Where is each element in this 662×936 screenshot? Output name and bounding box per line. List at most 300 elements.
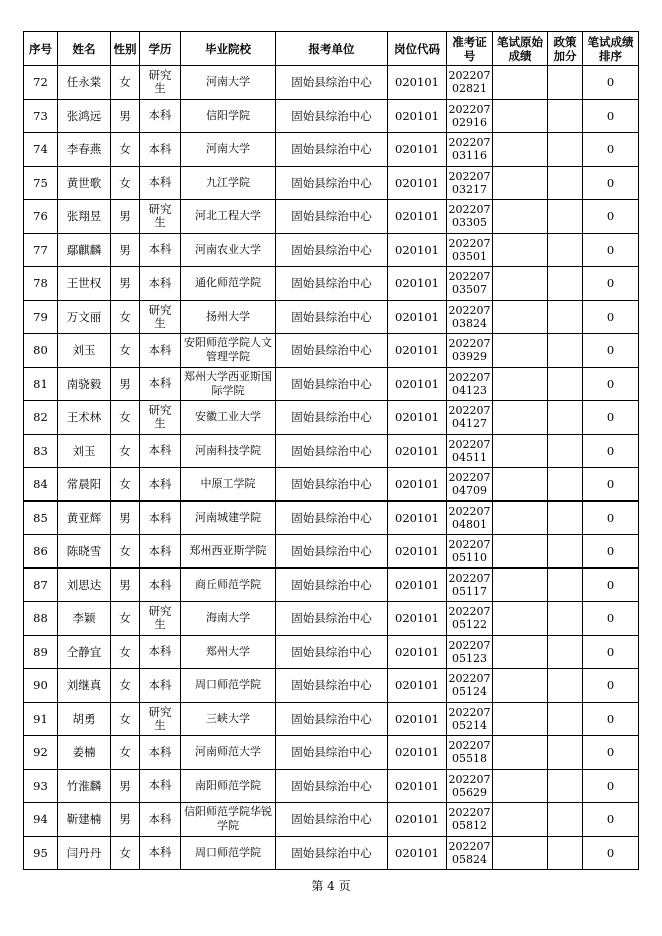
cell-school: 商丘师范学院 — [181, 568, 276, 602]
cell-unit: 固始县综治中心 — [276, 334, 388, 368]
cell-name: 刘思达 — [58, 568, 111, 602]
cell-position-code: 020101 — [388, 669, 447, 703]
cell-gender: 女 — [111, 702, 140, 736]
cell-gender: 女 — [111, 334, 140, 368]
cell-no: 92 — [24, 736, 58, 770]
table-row — [24, 367, 639, 401]
header-name: 姓名 — [58, 32, 111, 66]
cell-unit: 固始县综治中心 — [276, 300, 388, 334]
cell-education: 研究 生 — [140, 200, 181, 234]
cell-rank: 0 — [583, 200, 639, 234]
cell-no: 95 — [24, 836, 58, 870]
cell-education: 本科 — [140, 535, 181, 569]
cell-ticket-no: 202207 03501 — [447, 233, 493, 267]
cell-school: 郑州西亚斯学院 — [181, 535, 276, 569]
cell-rank: 0 — [583, 568, 639, 602]
cell-no: 88 — [24, 602, 58, 636]
cell-rank: 0 — [583, 133, 639, 167]
cell-unit: 固始县综治中心 — [276, 702, 388, 736]
cell-unit: 固始县综治中心 — [276, 468, 388, 502]
cell-position-code: 020101 — [388, 568, 447, 602]
header-gender: 性别 — [111, 32, 140, 66]
cell-rank: 0 — [583, 635, 639, 669]
cell-name: 胡勇 — [58, 702, 111, 736]
table-row — [24, 200, 639, 234]
header-rank: 笔试成绩排序 — [583, 32, 639, 66]
cell-name: 陈晓雪 — [58, 535, 111, 569]
cell-school: 河北工程大学 — [181, 200, 276, 234]
cell-rank: 0 — [583, 803, 639, 837]
cell-position-code: 020101 — [388, 166, 447, 200]
cell-no: 86 — [24, 535, 58, 569]
cell-ticket-no: 202207 04511 — [447, 434, 493, 468]
cell-no: 89 — [24, 635, 58, 669]
cell-rank: 0 — [583, 736, 639, 770]
cell-rank: 0 — [583, 836, 639, 870]
cell-gender: 女 — [111, 133, 140, 167]
table-row — [24, 535, 639, 569]
cell-unit: 固始县综治中心 — [276, 66, 388, 100]
cell-unit: 固始县综治中心 — [276, 635, 388, 669]
cell-education: 本科 — [140, 736, 181, 770]
cell-raw-score — [493, 166, 548, 200]
cell-no: 93 — [24, 769, 58, 803]
cell-policy-bonus — [548, 602, 583, 636]
cell-gender: 男 — [111, 200, 140, 234]
cell-policy-bonus — [548, 736, 583, 770]
cell-position-code: 020101 — [388, 233, 447, 267]
cell-no: 94 — [24, 803, 58, 837]
cell-no: 79 — [24, 300, 58, 334]
cell-name: 靳建楠 — [58, 803, 111, 837]
cell-raw-score — [493, 401, 548, 435]
table-row — [24, 602, 639, 636]
cell-policy-bonus — [548, 66, 583, 100]
cell-position-code: 020101 — [388, 334, 447, 368]
cell-unit: 固始县综治中心 — [276, 133, 388, 167]
cell-unit: 固始县综治中心 — [276, 736, 388, 770]
cell-school: 河南农业大学 — [181, 233, 276, 267]
cell-school: 河南大学 — [181, 133, 276, 167]
cell-education: 本科 — [140, 836, 181, 870]
cell-policy-bonus — [548, 434, 583, 468]
cell-name: 常晨阳 — [58, 468, 111, 502]
cell-no: 76 — [24, 200, 58, 234]
cell-raw-score — [493, 535, 548, 569]
cell-raw-score — [493, 501, 548, 535]
results-table — [23, 31, 639, 870]
cell-name: 万文丽 — [58, 300, 111, 334]
cell-gender: 男 — [111, 233, 140, 267]
cell-position-code: 020101 — [388, 803, 447, 837]
cell-gender: 男 — [111, 267, 140, 301]
header-policy-bonus: 政策加分 — [548, 32, 583, 66]
cell-ticket-no: 202207 04709 — [447, 468, 493, 502]
cell-education: 研究 生 — [140, 401, 181, 435]
table-row — [24, 669, 639, 703]
cell-gender: 女 — [111, 602, 140, 636]
cell-raw-score — [493, 66, 548, 100]
cell-education: 本科 — [140, 434, 181, 468]
cell-name: 仝静宜 — [58, 635, 111, 669]
cell-rank: 0 — [583, 669, 639, 703]
cell-rank: 0 — [583, 468, 639, 502]
cell-policy-bonus — [548, 267, 583, 301]
cell-name: 黄亚辉 — [58, 501, 111, 535]
cell-school: 安阳师范学院人文管理学院 — [181, 334, 276, 368]
table-row — [24, 99, 639, 133]
cell-ticket-no: 202207 05812 — [447, 803, 493, 837]
cell-school: 三峡大学 — [181, 702, 276, 736]
cell-policy-bonus — [548, 166, 583, 200]
cell-gender: 女 — [111, 66, 140, 100]
cell-school: 郑州大学西亚斯国际学院 — [181, 367, 276, 401]
cell-gender: 男 — [111, 568, 140, 602]
cell-school: 周口师范学院 — [181, 669, 276, 703]
cell-no: 85 — [24, 501, 58, 535]
cell-name: 姜楠 — [58, 736, 111, 770]
cell-policy-bonus — [548, 334, 583, 368]
table-row — [24, 66, 639, 100]
cell-name: 任永棠 — [58, 66, 111, 100]
table-row — [24, 568, 639, 602]
cell-raw-score — [493, 602, 548, 636]
cell-policy-bonus — [548, 99, 583, 133]
cell-school: 信阳师范学院华锐学院 — [181, 803, 276, 837]
cell-rank: 0 — [583, 702, 639, 736]
cell-raw-score — [493, 367, 548, 401]
cell-education: 本科 — [140, 568, 181, 602]
cell-position-code: 020101 — [388, 635, 447, 669]
cell-gender: 女 — [111, 669, 140, 703]
cell-raw-score — [493, 200, 548, 234]
table-row — [24, 434, 639, 468]
cell-name: 李颖 — [58, 602, 111, 636]
cell-gender: 女 — [111, 836, 140, 870]
cell-rank: 0 — [583, 401, 639, 435]
cell-unit: 固始县综治中心 — [276, 267, 388, 301]
header-position-code: 岗位代码 — [388, 32, 447, 66]
cell-education: 本科 — [140, 267, 181, 301]
cell-position-code: 020101 — [388, 367, 447, 401]
cell-ticket-no: 202207 05122 — [447, 602, 493, 636]
cell-name: 刘继真 — [58, 669, 111, 703]
cell-school: 九江学院 — [181, 166, 276, 200]
cell-position-code: 020101 — [388, 736, 447, 770]
cell-raw-score — [493, 769, 548, 803]
cell-raw-score — [493, 300, 548, 334]
table-row — [24, 233, 639, 267]
cell-name: 竹淮麟 — [58, 769, 111, 803]
cell-name: 王术林 — [58, 401, 111, 435]
cell-unit: 固始县综治中心 — [276, 501, 388, 535]
cell-gender: 女 — [111, 401, 140, 435]
cell-rank: 0 — [583, 233, 639, 267]
cell-unit: 固始县综治中心 — [276, 602, 388, 636]
cell-rank: 0 — [583, 602, 639, 636]
cell-ticket-no: 202207 05824 — [447, 836, 493, 870]
cell-education: 本科 — [140, 468, 181, 502]
header-school: 毕业院校 — [181, 32, 276, 66]
cell-position-code: 020101 — [388, 535, 447, 569]
cell-policy-bonus — [548, 535, 583, 569]
cell-education: 本科 — [140, 233, 181, 267]
cell-raw-score — [493, 133, 548, 167]
cell-ticket-no: 202207 05124 — [447, 669, 493, 703]
cell-school: 海南大学 — [181, 602, 276, 636]
cell-school: 河南大学 — [181, 66, 276, 100]
cell-rank: 0 — [583, 769, 639, 803]
cell-raw-score — [493, 99, 548, 133]
cell-education: 本科 — [140, 501, 181, 535]
cell-raw-score — [493, 803, 548, 837]
cell-policy-bonus — [548, 401, 583, 435]
cell-raw-score — [493, 736, 548, 770]
cell-policy-bonus — [548, 501, 583, 535]
cell-education: 研究 生 — [140, 66, 181, 100]
cell-education: 本科 — [140, 334, 181, 368]
cell-name: 闫丹丹 — [58, 836, 111, 870]
cell-school: 通化师范学院 — [181, 267, 276, 301]
table-body — [24, 66, 639, 870]
cell-raw-score — [493, 568, 548, 602]
table-row — [24, 769, 639, 803]
cell-school: 河南师范大学 — [181, 736, 276, 770]
cell-ticket-no: 202207 05117 — [447, 568, 493, 602]
cell-no: 72 — [24, 66, 58, 100]
cell-raw-score — [493, 267, 548, 301]
cell-policy-bonus — [548, 836, 583, 870]
cell-position-code: 020101 — [388, 468, 447, 502]
cell-school: 郑州大学 — [181, 635, 276, 669]
cell-school: 周口师范学院 — [181, 836, 276, 870]
cell-ticket-no: 202207 05629 — [447, 769, 493, 803]
cell-raw-score — [493, 702, 548, 736]
cell-ticket-no: 202207 05214 — [447, 702, 493, 736]
cell-unit: 固始县综治中心 — [276, 535, 388, 569]
cell-gender: 女 — [111, 736, 140, 770]
cell-name: 刘玉 — [58, 334, 111, 368]
table-row — [24, 300, 639, 334]
cell-gender: 女 — [111, 635, 140, 669]
header-unit: 报考单位 — [276, 32, 388, 66]
cell-education: 研究 生 — [140, 602, 181, 636]
cell-no: 75 — [24, 166, 58, 200]
cell-position-code: 020101 — [388, 501, 447, 535]
cell-no: 77 — [24, 233, 58, 267]
cell-policy-bonus — [548, 468, 583, 502]
cell-unit: 固始县综治中心 — [276, 401, 388, 435]
cell-unit: 固始县综治中心 — [276, 367, 388, 401]
cell-name: 刘玉 — [58, 434, 111, 468]
cell-rank: 0 — [583, 300, 639, 334]
cell-education: 本科 — [140, 803, 181, 837]
cell-no: 83 — [24, 434, 58, 468]
cell-name: 南骁毅 — [58, 367, 111, 401]
cell-gender: 男 — [111, 501, 140, 535]
cell-ticket-no: 202207 04801 — [447, 501, 493, 535]
page-footer: 第 4 页 — [311, 879, 351, 893]
table-row — [24, 803, 639, 837]
cell-unit: 固始县综治中心 — [276, 166, 388, 200]
cell-no: 80 — [24, 334, 58, 368]
cell-raw-score — [493, 434, 548, 468]
cell-position-code: 020101 — [388, 66, 447, 100]
cell-unit: 固始县综治中心 — [276, 99, 388, 133]
cell-raw-score — [493, 334, 548, 368]
table-row — [24, 635, 639, 669]
cell-education: 本科 — [140, 367, 181, 401]
cell-ticket-no: 202207 05518 — [447, 736, 493, 770]
cell-school: 南阳师范学院 — [181, 769, 276, 803]
table-row — [24, 166, 639, 200]
cell-ticket-no: 202207 05110 — [447, 535, 493, 569]
cell-education: 本科 — [140, 166, 181, 200]
cell-unit: 固始县综治中心 — [276, 200, 388, 234]
cell-gender: 女 — [111, 468, 140, 502]
table-header-row — [24, 32, 639, 66]
table-row — [24, 836, 639, 870]
table-row — [24, 736, 639, 770]
cell-rank: 0 — [583, 535, 639, 569]
cell-education: 本科 — [140, 133, 181, 167]
cell-education: 本科 — [140, 769, 181, 803]
cell-unit: 固始县综治中心 — [276, 434, 388, 468]
cell-unit: 固始县综治中心 — [276, 836, 388, 870]
cell-education: 本科 — [140, 669, 181, 703]
cell-rank: 0 — [583, 334, 639, 368]
cell-no: 73 — [24, 99, 58, 133]
cell-ticket-no: 202207 03116 — [447, 133, 493, 167]
cell-school: 河南科技学院 — [181, 434, 276, 468]
cell-position-code: 020101 — [388, 99, 447, 133]
cell-no: 74 — [24, 133, 58, 167]
cell-school: 河南城建学院 — [181, 501, 276, 535]
cell-name: 李春燕 — [58, 133, 111, 167]
cell-unit: 固始县综治中心 — [276, 769, 388, 803]
cell-ticket-no: 202207 02821 — [447, 66, 493, 100]
cell-unit: 固始县综治中心 — [276, 803, 388, 837]
cell-position-code: 020101 — [388, 267, 447, 301]
cell-ticket-no: 202207 03217 — [447, 166, 493, 200]
cell-ticket-no: 202207 05123 — [447, 635, 493, 669]
cell-position-code: 020101 — [388, 602, 447, 636]
table-row — [24, 133, 639, 167]
cell-ticket-no: 202207 03507 — [447, 267, 493, 301]
cell-policy-bonus — [548, 367, 583, 401]
cell-gender: 女 — [111, 535, 140, 569]
cell-education: 本科 — [140, 99, 181, 133]
cell-raw-score — [493, 635, 548, 669]
cell-raw-score — [493, 233, 548, 267]
cell-rank: 0 — [583, 501, 639, 535]
cell-position-code: 020101 — [388, 401, 447, 435]
cell-policy-bonus — [548, 200, 583, 234]
cell-rank: 0 — [583, 434, 639, 468]
cell-policy-bonus — [548, 702, 583, 736]
cell-gender: 女 — [111, 166, 140, 200]
cell-position-code: 020101 — [388, 200, 447, 234]
cell-position-code: 020101 — [388, 300, 447, 334]
header-ticket-no: 准考证号 — [447, 32, 493, 66]
cell-education: 研究 生 — [140, 702, 181, 736]
cell-policy-bonus — [548, 233, 583, 267]
cell-policy-bonus — [548, 133, 583, 167]
cell-policy-bonus — [548, 568, 583, 602]
cell-gender: 男 — [111, 803, 140, 837]
table-row — [24, 267, 639, 301]
cell-rank: 0 — [583, 267, 639, 301]
cell-name: 王世权 — [58, 267, 111, 301]
cell-rank: 0 — [583, 367, 639, 401]
cell-position-code: 020101 — [388, 702, 447, 736]
cell-unit: 固始县综治中心 — [276, 233, 388, 267]
cell-ticket-no: 202207 02916 — [447, 99, 493, 133]
cell-gender: 男 — [111, 99, 140, 133]
cell-position-code: 020101 — [388, 769, 447, 803]
cell-ticket-no: 202207 04123 — [447, 367, 493, 401]
header-raw-score: 笔试原始成绩 — [493, 32, 548, 66]
cell-ticket-no: 202207 03824 — [447, 300, 493, 334]
cell-raw-score — [493, 836, 548, 870]
table-row — [24, 501, 639, 535]
cell-school: 安徽工业大学 — [181, 401, 276, 435]
cell-raw-score — [493, 468, 548, 502]
cell-name: 张鸿远 — [58, 99, 111, 133]
cell-name: 鄢麒麟 — [58, 233, 111, 267]
cell-rank: 0 — [583, 99, 639, 133]
cell-gender: 女 — [111, 434, 140, 468]
cell-raw-score — [493, 669, 548, 703]
cell-policy-bonus — [548, 300, 583, 334]
table-row — [24, 468, 639, 502]
cell-position-code: 020101 — [388, 836, 447, 870]
table-row — [24, 334, 639, 368]
cell-position-code: 020101 — [388, 133, 447, 167]
cell-gender: 女 — [111, 300, 140, 334]
cell-gender: 男 — [111, 769, 140, 803]
table-row — [24, 401, 639, 435]
cell-ticket-no: 202207 04127 — [447, 401, 493, 435]
cell-no: 82 — [24, 401, 58, 435]
cell-ticket-no: 202207 03929 — [447, 334, 493, 368]
cell-unit: 固始县综治中心 — [276, 669, 388, 703]
cell-policy-bonus — [548, 635, 583, 669]
cell-unit: 固始县综治中心 — [276, 568, 388, 602]
cell-no: 87 — [24, 568, 58, 602]
cell-school: 信阳学院 — [181, 99, 276, 133]
cell-rank: 0 — [583, 166, 639, 200]
cell-no: 81 — [24, 367, 58, 401]
table-row — [24, 702, 639, 736]
cell-school: 扬州大学 — [181, 300, 276, 334]
cell-position-code: 020101 — [388, 434, 447, 468]
cell-no: 78 — [24, 267, 58, 301]
cell-name: 黄世歌 — [58, 166, 111, 200]
cell-ticket-no: 202207 03305 — [447, 200, 493, 234]
header-education: 学历 — [140, 32, 181, 66]
cell-policy-bonus — [548, 669, 583, 703]
cell-no: 84 — [24, 468, 58, 502]
cell-education: 研究 生 — [140, 300, 181, 334]
cell-education: 本科 — [140, 635, 181, 669]
cell-name: 张翔昱 — [58, 200, 111, 234]
cell-school: 中原工学院 — [181, 468, 276, 502]
cell-policy-bonus — [548, 803, 583, 837]
cell-no: 91 — [24, 702, 58, 736]
cell-no: 90 — [24, 669, 58, 703]
header-no: 序号 — [24, 32, 58, 66]
